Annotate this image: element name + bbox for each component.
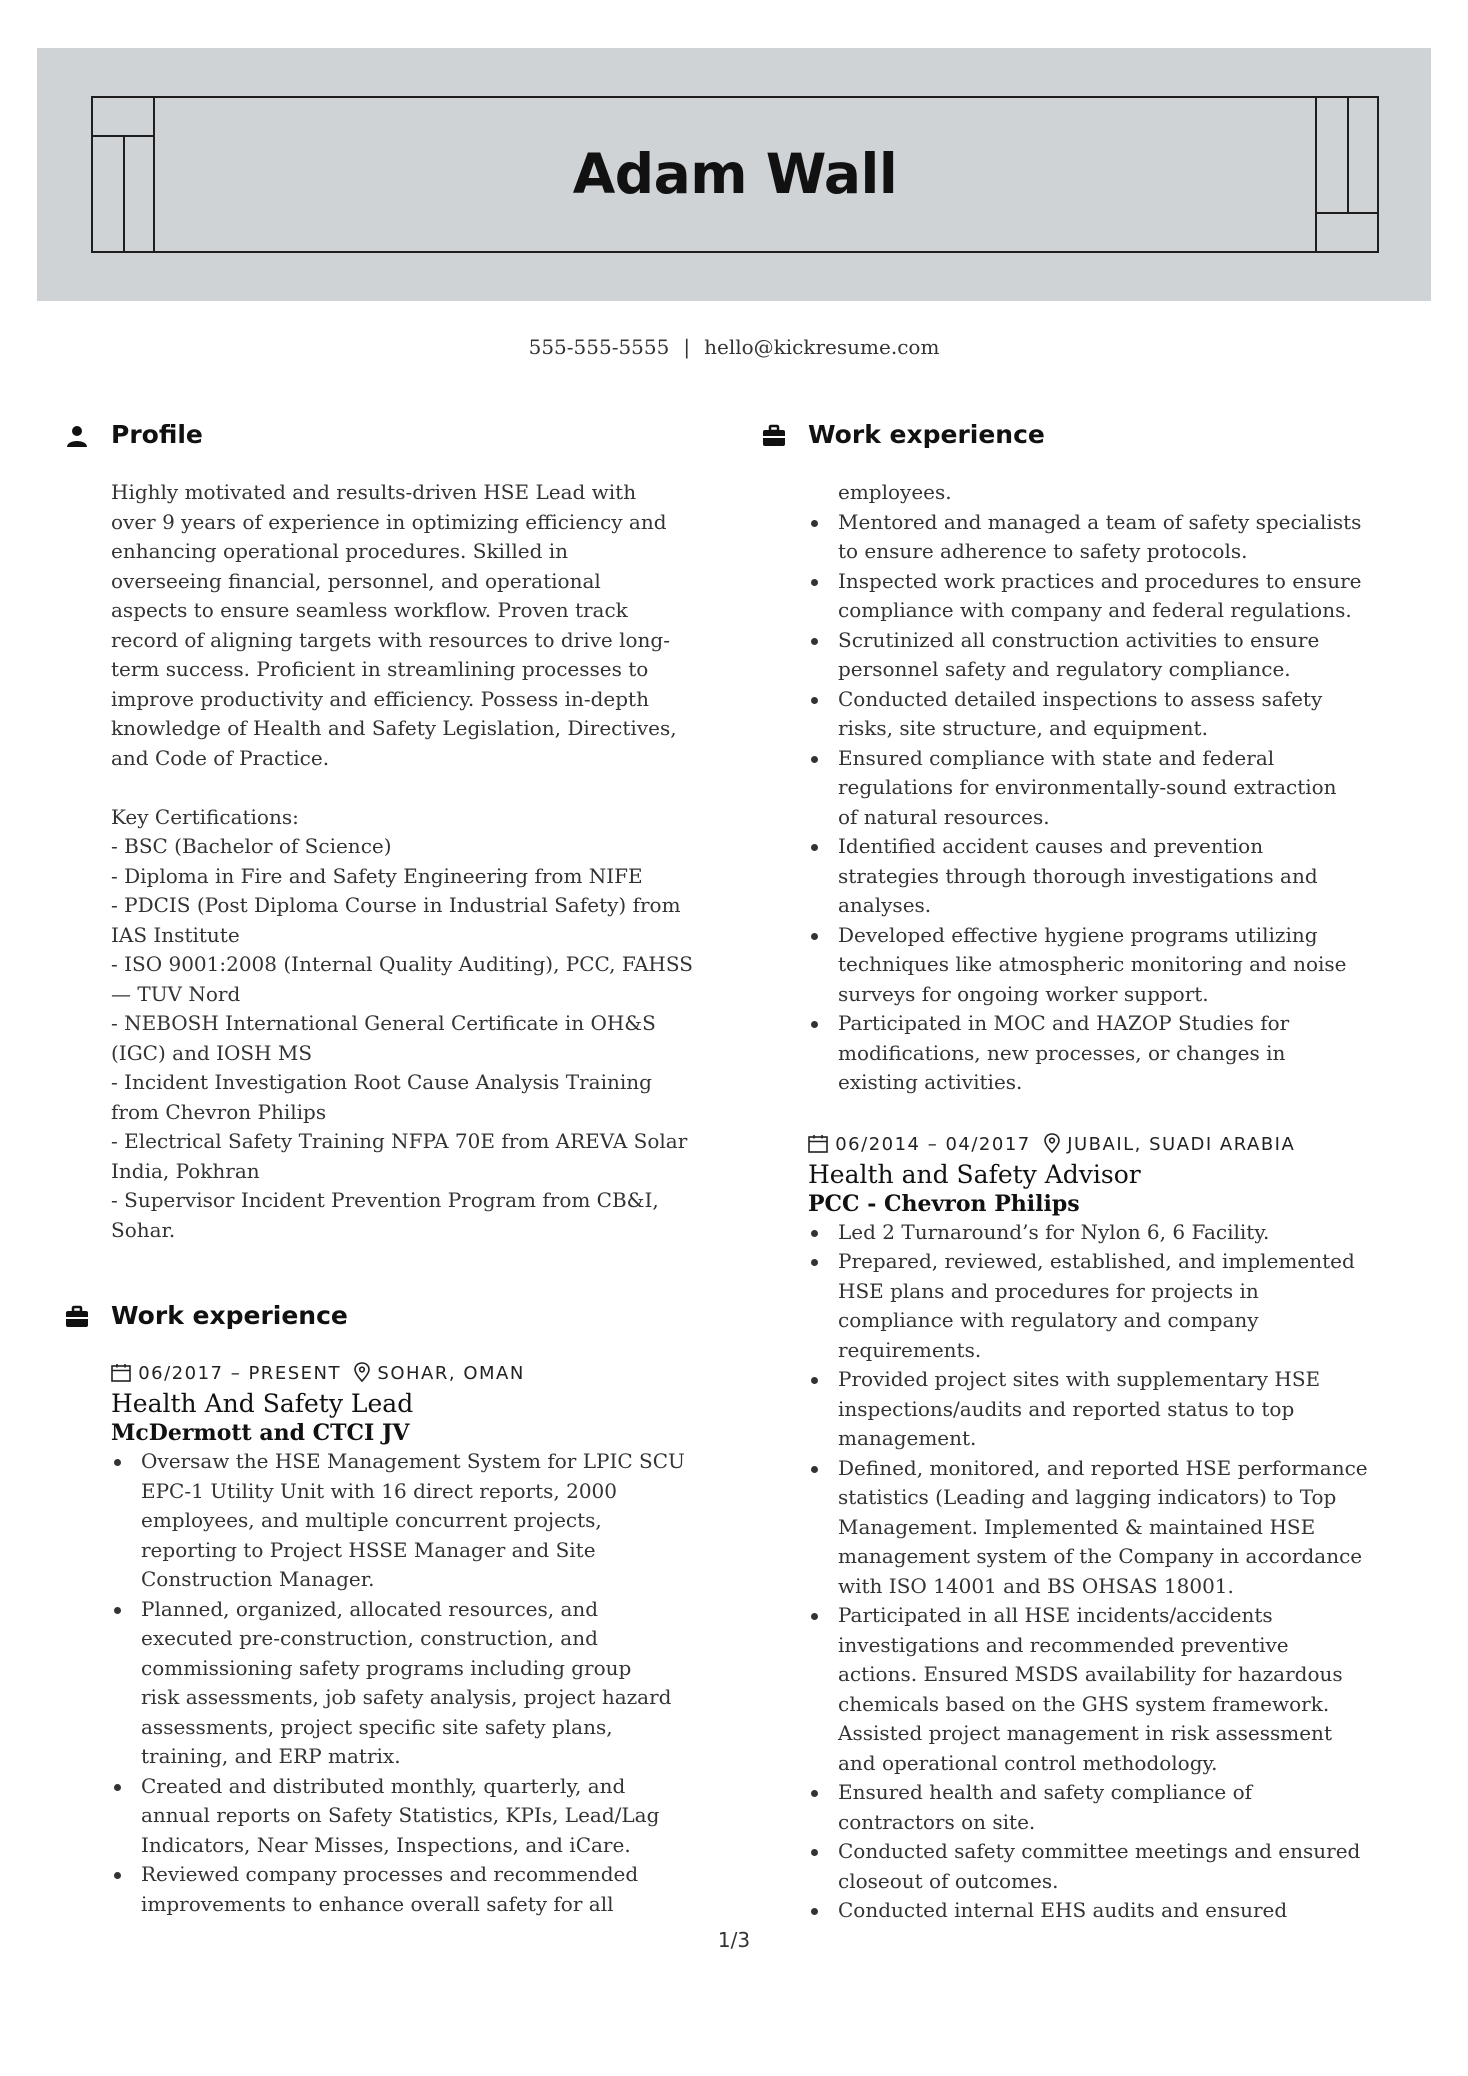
bullet-item-continuation: of natural resources. [838, 804, 1050, 829]
bullet-item-continuation: employees, and multiple concurrent projects, [141, 1508, 602, 1532]
user-icon [65, 424, 89, 448]
job-dates-2: 06/2014 – 04/2017 [835, 1133, 1031, 1155]
profile-summary [111, 478, 705, 773]
bullet-item-continuation: EPC-1 Utility Unit with 16 direct reports, 2000 [141, 1478, 618, 1503]
profile-summary-line: term success. Proficient in streamlining processes to [111, 657, 649, 681]
bullet-item-continuation: reporting to Project HSSE Manager and Site [141, 1537, 596, 1562]
bullet-item: Created and distributed monthly, quarterly, and [141, 1772, 705, 1802]
bullet-item-continuation: management. [838, 1426, 977, 1450]
profile-heading-label: Profile [111, 420, 203, 449]
profile-heading [65, 418, 705, 458]
bullet-item-continuation: improvements to enhance overall safety for all [141, 1891, 614, 1916]
bullet-item-continuation: closeout of outcomes. [838, 1868, 1059, 1893]
bullet-item: Scrutinized all construction activities to ensure [838, 626, 1402, 656]
certification-line: - ISO 9001:2008 (Internal Quality Auditing), PCC, FAHSS [111, 952, 693, 976]
page-number: 1/3 [717, 1928, 751, 1952]
job-company-2: PCC - Chevron Philips [808, 1190, 1080, 1217]
bullet-item-continuation: with ISO 14001 and BS OHSAS 18001. [838, 1573, 1234, 1598]
certification-line: - Supervisor Incident Prevention Program from CB&I, [111, 1188, 659, 1212]
job-bullets-2 [808, 1218, 1402, 1926]
bullet-item-continuation: Assisted project management in risk assessment [838, 1721, 1332, 1745]
email: hello@kickresume.com [704, 335, 940, 359]
job-meta-1 [111, 1359, 705, 1389]
profile-summary-line: and Code of Practice. [111, 745, 330, 770]
bullet-item-continuation: and operational control methodology. [838, 1750, 1218, 1775]
work-experience-heading-label-left: Work experience [111, 1301, 348, 1330]
bullet-item: Led 2 Turnaround’s for Nylon 6, 6 Facility. [838, 1218, 1402, 1248]
bullet-item: Conducted internal EHS audits and ensured [838, 1896, 1402, 1926]
bullet-item-continuation: techniques like atmospheric monitoring and noise [838, 952, 1347, 976]
bullet-item-continuation: management system of the Company in accordance [838, 1544, 1363, 1568]
bullet-item-continuation: risks, site structure, and equipment. [838, 716, 1208, 740]
bullet-item: Defined, monitored, and reported HSE performance [838, 1454, 1402, 1484]
bullet-item-continuation: strategies through thorough investigations and [838, 863, 1318, 888]
location-pin-icon [354, 1362, 370, 1382]
bullet-item-continuation: investigations and recommended preventive [838, 1632, 1289, 1657]
calendar-icon [808, 1135, 828, 1153]
work-experience-heading-right [762, 418, 1402, 458]
bullet-item: Oversaw the HSE Management System for LPIC SCU [141, 1447, 705, 1477]
bullet-item-continuation: requirements. [838, 1337, 982, 1362]
phone: 555-555-5555 [528, 335, 670, 359]
bullet-item: Provided project sites with supplementary HSE [838, 1365, 1402, 1395]
certification-line: Key Certifications: [111, 804, 299, 829]
certification-line: - NEBOSH International General Certificate in OH&S [111, 1011, 656, 1035]
bullet-item-continuation: actions. Ensured MSDS availability for hazardous [838, 1662, 1343, 1686]
bullet-item-continuation: existing activities. [838, 1070, 1023, 1094]
bullet-item-continuation: chemicals based on the GHS system framework. [838, 1691, 1330, 1716]
bullet-item-continuation: compliance with regulatory and company [838, 1308, 1259, 1332]
certification-line: - Diploma in Fire and Safety Engineering from NIFE [111, 863, 643, 888]
bullet-item-continuation: to ensure adherence to safety protocols. [838, 539, 1248, 563]
bullet-item: Prepared, reviewed, established, and implemented [838, 1247, 1402, 1277]
certification-line: - Incident Investigation Root Cause Analysis Training [111, 1070, 652, 1094]
job-title-1: Health And Safety Lead [111, 1389, 414, 1418]
bullet-item-continuation: surveys for ongoing worker support. [838, 981, 1209, 1006]
right-column [762, 418, 1402, 1926]
left-column [65, 418, 705, 1919]
bullet-item-continuation: Construction Manager. [141, 1567, 375, 1591]
bullet-item: Mentored and managed a team of safety specialists [838, 508, 1402, 538]
briefcase-icon [65, 1305, 89, 1329]
bullet-item-continuation: commissioning safety programs including group [141, 1655, 632, 1680]
profile-summary-line: aspects to ensure seamless workflow. Proven track [111, 598, 628, 622]
profile-summary-line: record of aligning targets with resources to drive long- [111, 627, 670, 652]
key-certifications [111, 803, 705, 1246]
bullet-item: Planned, organized, allocated resources, and [141, 1595, 705, 1625]
bullet-item-continuation: modifications, new processes, or changes in [838, 1040, 1286, 1065]
bullet-item: Conducted safety committee meetings and ensured [838, 1837, 1402, 1867]
certification-line: - BSC (Bachelor of Science) [111, 834, 392, 858]
bullet-item-continuation: Indicators, Near Misses, Inspections, and iCare. [141, 1832, 631, 1857]
contact-separator: | [683, 335, 691, 359]
bullet-item: Participated in all HSE incidents/accidents [838, 1601, 1402, 1631]
work-experience-heading-left [65, 1299, 705, 1339]
bullet-item-continuation: inspections/audits and reported status to top [838, 1396, 1295, 1421]
bullet-item: Participated in MOC and HAZOP Studies for [838, 1009, 1402, 1039]
candidate-name: Adam Wall [572, 142, 898, 206]
profile-summary-line: knowledge of Health and Safety Legislation, Directives, [111, 716, 677, 740]
calendar-icon [111, 1364, 131, 1382]
profile-summary-line: Highly motivated and results-driven HSE Lead with [111, 480, 637, 504]
work-experience-heading-label-right: Work experience [808, 420, 1045, 449]
bullet-item-continuation: assessments, project specific site safety plans, [141, 1714, 613, 1739]
job-dates-1: 06/2017 – PRESENT [138, 1363, 341, 1384]
profile-summary-line: overseeing financial, personnel, and operational [111, 568, 601, 593]
job-title-2: Health and Safety Advisor [808, 1159, 1141, 1189]
bullet-item: Identified accident causes and prevention [838, 832, 1402, 862]
briefcase-icon [762, 424, 786, 448]
bullet-item: Inspected work practices and procedures to ensure [838, 567, 1402, 597]
bullet-item-continuation: risk assessments, job safety analysis, project hazard [141, 1685, 672, 1709]
certification-line: IAS Institute [111, 922, 240, 947]
certification-line: from Chevron Philips [111, 1099, 327, 1124]
name-frame [91, 96, 1379, 253]
job-company-1: McDermott and CTCI JV [111, 1420, 410, 1446]
certification-line: India, Pokhran [111, 1158, 260, 1183]
bullet-item: Reviewed company processes and recommended [141, 1860, 705, 1890]
contact-line [0, 335, 1468, 359]
bullet-item-continuation: training, and ERP matrix. [141, 1744, 401, 1768]
profile-summary-line: enhancing operational procedures. Skilled in [111, 539, 569, 563]
job-location-1: SOHAR, OMAN [377, 1363, 525, 1384]
bullet-item-continuation: contractors on site. [838, 1809, 1036, 1834]
certification-line: — TUV Nord [111, 981, 241, 1006]
bullet-item: Ensured health and safety compliance of [838, 1778, 1402, 1808]
bullet-item-continuation: compliance with company and federal regulations. [838, 598, 1352, 622]
job-bullets-1 [111, 1447, 705, 1919]
bullet-item: Developed effective hygiene programs utilizing [838, 921, 1402, 951]
bullet-item-continuation: personnel safety and regulatory compliance. [838, 657, 1291, 681]
certification-line: (IGC) and IOSH MS [111, 1040, 313, 1065]
certification-line: Sohar. [111, 1217, 176, 1242]
continued-line: employees. [838, 480, 952, 504]
bullet-item-continuation: annual reports on Safety Statistics, KPIs, Lead/Lag [141, 1803, 660, 1827]
bullet-item: Ensured compliance with state and federal [838, 744, 1402, 774]
bullet-item-continuation: statistics (Leading and lagging indicators) to Top [838, 1485, 1337, 1509]
bullet-item-continuation: Management. Implemented & maintained HSE [838, 1514, 1316, 1539]
bullet-item-continuation: analyses. [838, 893, 932, 917]
continued-bullets [808, 478, 1402, 1098]
bullet-item-continuation: regulations for environmentally-sound extraction [838, 775, 1337, 799]
job-location-2: JUBAIL, SUADI ARABIA [1067, 1133, 1296, 1155]
bullet-item-continuation: executed pre-construction, construction, and [141, 1626, 598, 1650]
certification-line: - Electrical Safety Training NFPA 70E from AREVA Solar [111, 1129, 688, 1153]
bullet-item-continuation: HSE plans and procedures for projects in [838, 1278, 1259, 1303]
job-meta-2 [808, 1130, 1402, 1160]
profile-summary-line: improve productivity and efficiency. Possess in-depth [111, 686, 649, 711]
profile-summary-line: over 9 years of experience in optimizing efficiency and [111, 509, 667, 534]
certification-line: - PDCIS (Post Diploma Course in Industrial Safety) from [111, 893, 681, 917]
location-pin-icon [1044, 1133, 1060, 1153]
bullet-item: Conducted detailed inspections to assess safety [838, 685, 1402, 715]
